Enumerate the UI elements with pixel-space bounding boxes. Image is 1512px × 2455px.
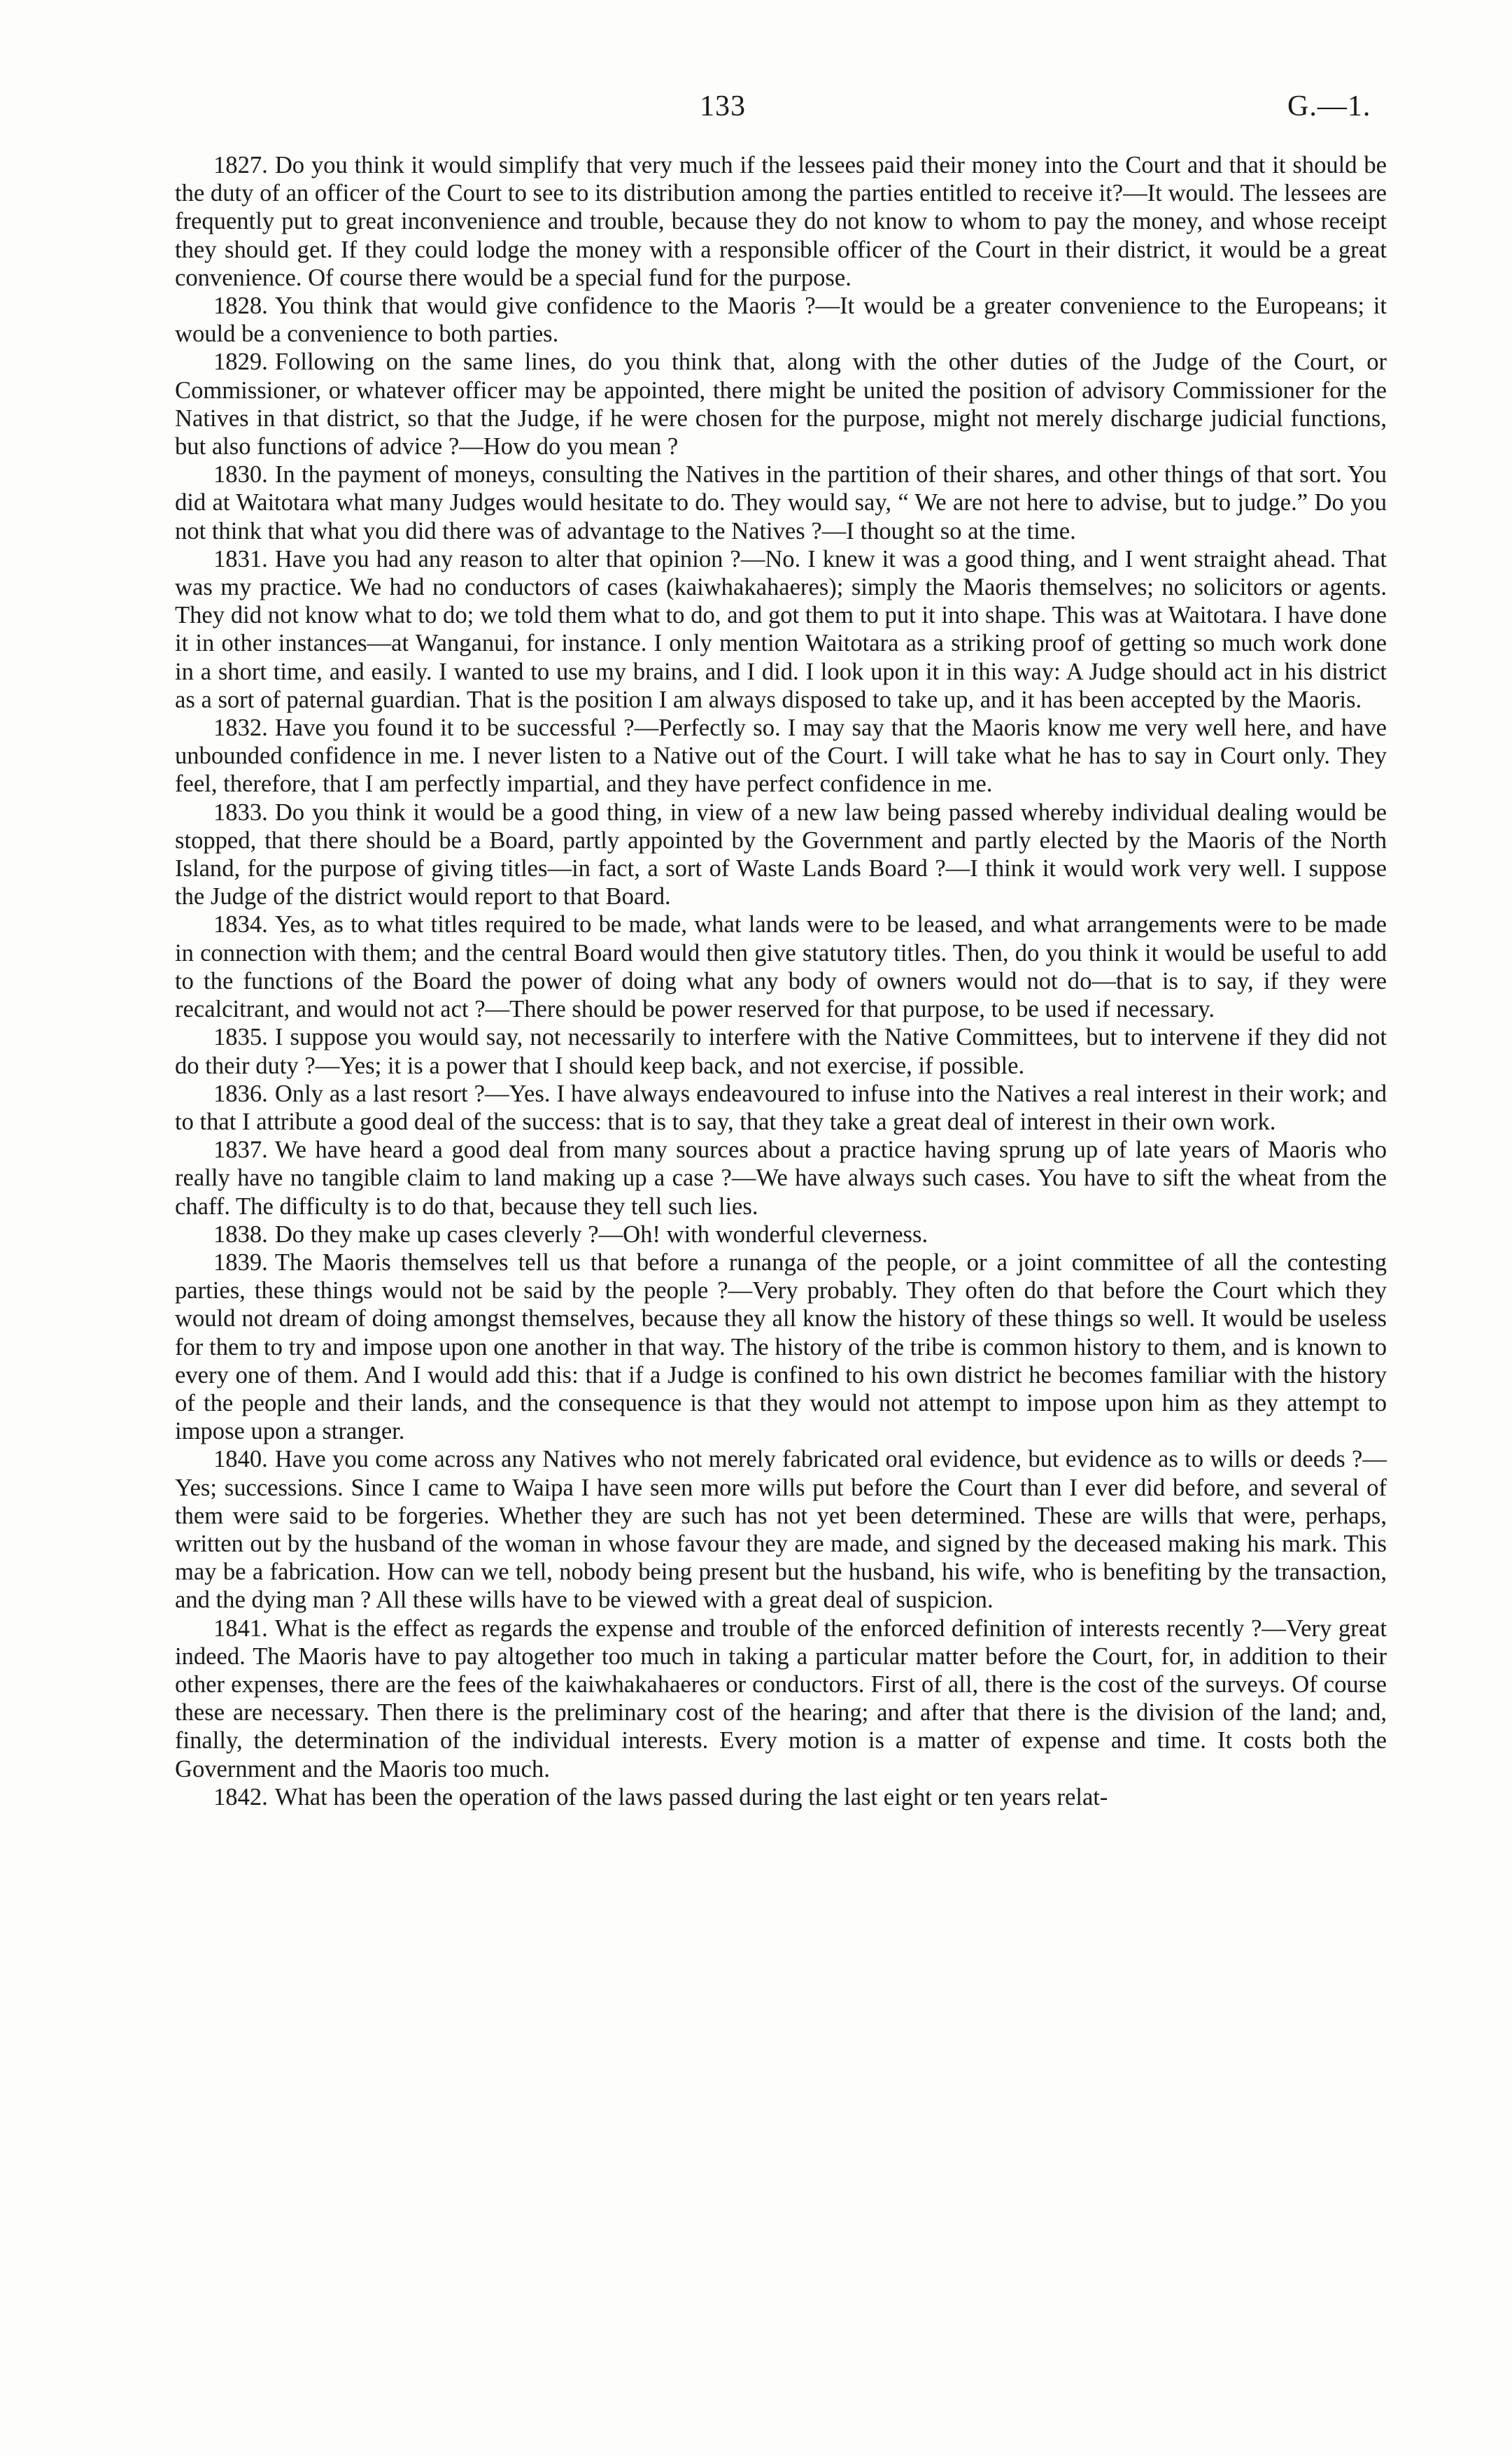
question-text: In the payment of moneys, consulting the Natives in the partition of their shares, and other things of that sort. You did at Waitotara what many Judges would hesitate to do. They would say, “ We are not here to advise, but to judge.” Do you not think that what you did there was of advantage to the Natives ? (175, 461, 1387, 544)
answer-text: —Yes; it is a power that I should keep back, and not exercise, if possible. (315, 1052, 1025, 1079)
question-text: The Maoris themselves tell us that before a runanga of the people, or a joint committee of all the contesting parties, these things would not be said by the people ? (175, 1248, 1387, 1304)
question-text: Have you come across any Natives who not merely fabricated oral evidence, but evidence as to wills or deeds ? (274, 1446, 1363, 1473)
question-text: Following on the same lines, do you think that, along with the other duties of the Judge of the Court, or Commissioner, or whatever officer may be appointed, there might be united the position of advisory Commissioner for the Natives in that district, so that the Judge, if he were chosen for the purpose, might not merely discharge judicial functions, but also functions of advice ? (175, 349, 1387, 460)
question-text: What is the effect as regards the expense and trouble of the enforced definition of interests recently ? (274, 1615, 1262, 1642)
paragraph-1831 (175, 545, 1387, 714)
answer-text: —Yes. I have always endeavoured to infuse into the Natives a real interest in their work; and to that I attribute a good deal of the success: that is to say, that they take a great deal of interest in their own work. (175, 1080, 1387, 1135)
question-number: 1839. (213, 1248, 268, 1276)
paragraph-1828 (175, 292, 1387, 348)
question-number: 1842. (213, 1783, 268, 1810)
question-number: 1829. (213, 349, 268, 376)
answer-text: —Very great indeed. The Maoris have to pay altogether too much in taking a particular matter before the Court, for, in addition to their other expenses, there are the fees of the kaiwhakahaeres or conductors. First of all, there is the cost of the surveys. Of course these are necessary. Then there is the preliminary cost of the hearing; and after that there is the division of the land; and, finally, the determination of the individual interests. Every motion is a matter of expense and time. It costs both the Government and the Maoris too much. (175, 1615, 1387, 1782)
paragraph-1829 (175, 348, 1387, 460)
answer-text: —Perfectly so. I may say that the Maoris know me very well here, and have unbounded confidence in me. I never listen to a Native out of the Court. I will take what he has to say in Court only. They feel, therefore, that I am perfectly impartial, and they have perfect confidence in me. (175, 715, 1387, 798)
paragraph-1830 (175, 460, 1387, 545)
question-number: 1832. (213, 715, 268, 742)
question-text: You think that would give confidence to the Maoris ? (274, 293, 816, 320)
answer-text: —It would be a greater convenience to the Europeans; it would be a convenience to both parties. (175, 293, 1387, 348)
paragraph-1832 (175, 714, 1387, 799)
question-text: Do you think it would simplify that very much if the lessees paid their money into the Court and that it should be the duty of an officer of the Court to see to its distribution among the parties entitled to receive it? (175, 152, 1387, 207)
paragraph-1841 (175, 1615, 1387, 1783)
question-number: 1840. (213, 1446, 268, 1473)
question-text: Have you found it to be successful ? (274, 715, 635, 742)
question-number: 1841. (213, 1615, 268, 1642)
question-number: 1834. (213, 911, 268, 938)
answer-text: —There should be power reserved for that purpose, to be used if necessary. (485, 996, 1215, 1023)
paragraph-1837 (175, 1136, 1387, 1221)
paragraph-1835 (175, 1023, 1387, 1079)
page-header (0, 90, 1512, 132)
answer-text: —Oh! with wonderful cleverness. (598, 1221, 928, 1248)
question-number: 1833. (213, 799, 268, 826)
page-number: 133 (700, 90, 746, 122)
answer-text: —We have always such cases. You have to sift the wheat from the chaff. The difficulty is to do that, because they tell such lies. (175, 1165, 1387, 1220)
paragraph-1840 (175, 1445, 1387, 1614)
question-number: 1831. (213, 545, 268, 572)
question-number: 1836. (213, 1080, 268, 1107)
question-number: 1838. (213, 1221, 268, 1248)
question-number: 1830. (213, 461, 268, 488)
question-text: Only as a last resort ? (274, 1080, 485, 1107)
evidence-text (175, 151, 1387, 1811)
question-number: 1837. (213, 1137, 268, 1164)
paragraph-1839 (175, 1248, 1387, 1445)
question-number: 1828. (213, 293, 268, 320)
answer-text: —It would. The lessees are frequently put to great inconvenience and trouble, because they do not know to whom to pay the money, and whose receipt they should get. If they could lodge the money with a responsible officer of the Court in their district, it would be a great convenience. Of course there would be a special fund for the purpose. (175, 180, 1387, 291)
paragraph-1836 (175, 1080, 1387, 1136)
paragraph-1842 (175, 1783, 1387, 1811)
paragraph-1833 (175, 799, 1387, 911)
answer-text: —No. I knew it was a good thing, and I went straight ahead. That was my practice. We had no conductors of cases (kaiwhakahaeres); simply the Maoris themselves; no solicitors or agents. They did not know what to do; we told them what to do, and got them to put it into shape. This was at Waitotara. I have done it in other instances—at Wanganui, for instance. I only mention Waitotara as a striking proof of getting so much work done in a short time, and easily. I wanted to use my brains, and I did. I look upon it in this way: A Judge should act in his district as a sort of paternal guardian. That is the position I am always disposed to take up, and it has been accepted by the Maoris. (175, 545, 1387, 713)
answer-text: —Yes; successions. Since I came to Waipa I have seen more wills put before the Court than I ever did before, and several of them were said to be forgeries. Whether they are such has not yet been determined. These are wills that were, perhaps, written out by the husband of the woman in whose favour they are made, and signed by the deceased making his mark. This may be a fabrication. How can we tell, nobody being present but the husband, his wife, who is benefiting by the transaction, and the dying man ? All these wills have to be viewed with a great deal of suspicion. (175, 1446, 1387, 1614)
answer-text: —How do you mean ? (459, 433, 679, 460)
question-text: We have heard a good deal from many sources about a practice having sprung up of late years of Maoris who really have no tangible claim to land making up a case ? (175, 1137, 1387, 1192)
question-text: Do you think it would be a good thing, in view of a new law being passed whereby individual dealing would be stopped, that there should be a Board, partly appointed by the Government and partly elected by the Maoris of the North Island, for the purpose of giving titles—in fact, a sort of Waste Lands Board ? (175, 799, 1387, 882)
question-text: What has been the operation of the laws passed during the last eight or ten years relat- (274, 1783, 1108, 1810)
answer-text: —Very probably. They often do that before the Court which they would not dream of doing amongst themselves, because they all know the history of these things so well. It would be useless for them to try and impose upon one another in that way. The history of the tribe is common history to them, and is known to every one of them. And I would add this: that if a Judge is confined to his own district he becomes familiar with the history of the people and their lands, and the consequence is that they would not attempt to impose upon him as they attempt to impose upon a stranger. (175, 1277, 1387, 1445)
question-text: Do they make up cases cleverly ? (274, 1221, 599, 1248)
question-number: 1835. (213, 1024, 268, 1051)
question-text: Yes, as to what titles required to be made, what lands were to be leased, and what arrangements were to be made in connection with them; and the central Board would then give statutory titles. Then, do you think it would be useful to add to the functions of the Board the power of doing what any body of owners would not do—that is to say, if they were recalcitrant, and would not act ? (175, 911, 1387, 1023)
question-number: 1827. (213, 152, 268, 178)
document-reference: G.—1. (1287, 90, 1371, 122)
paragraph-1827 (175, 151, 1387, 292)
answer-text: —I think it would work very well. I suppose the Judge of the district would report to that Board. (175, 855, 1387, 910)
question-text: I suppose you would say, not necessarily to interfere with the Native Committees, but to intervene if they did not do their duty ? (175, 1024, 1387, 1079)
paragraph-1834 (175, 910, 1387, 1023)
answer-text: —I thought so at the time. (821, 517, 1076, 544)
question-text: Have you had any reason to alter that opinion ? (274, 545, 741, 572)
paragraph-1838 (175, 1221, 1387, 1248)
